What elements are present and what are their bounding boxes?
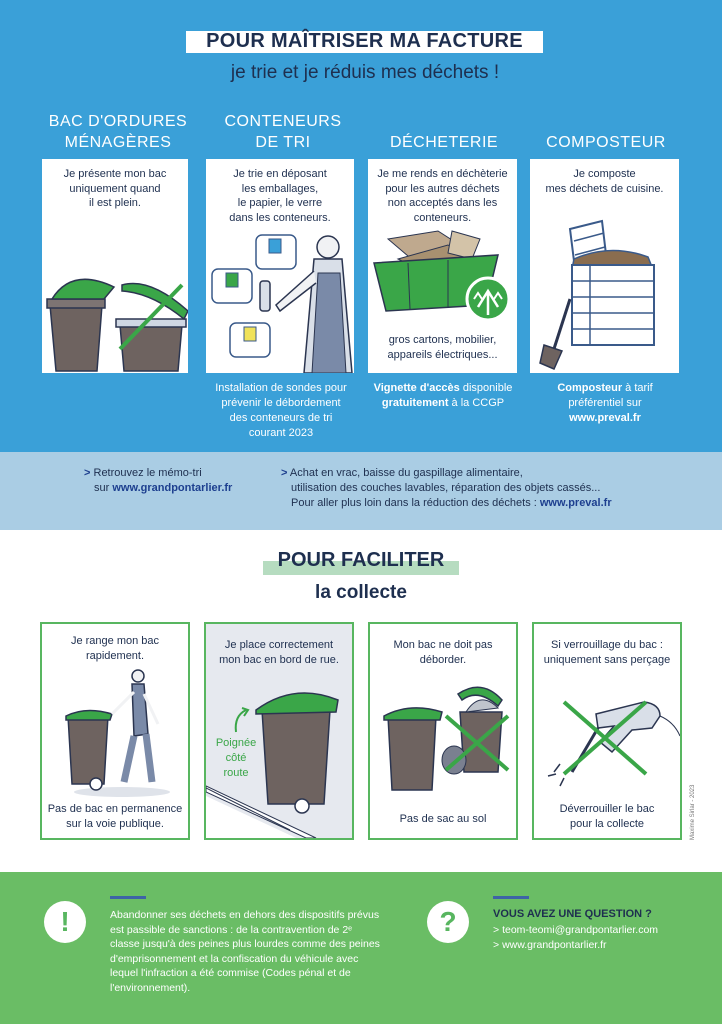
text-line: conteneurs. bbox=[413, 211, 472, 224]
text-line: sur la voie publique. bbox=[66, 818, 164, 830]
column-title-composteur: COMPOSTEUR bbox=[546, 134, 666, 151]
text-line: Abandonner ses déchets en dehors des dispositifs prévus bbox=[110, 909, 380, 921]
section2-title: POUR FACILITER bbox=[277, 549, 445, 571]
text-fragment: Retrouvez le mémo-tri bbox=[93, 467, 202, 479]
chevron-right-icon: > bbox=[493, 924, 500, 936]
text-fragment: Achat en vrac, baisse du gaspillage alimentaire, bbox=[289, 467, 523, 479]
text-line: Installation de sondes pour bbox=[215, 382, 347, 394]
text-line: non acceptés dans les bbox=[387, 197, 498, 209]
gratuit-label: gratuitement bbox=[381, 397, 449, 409]
text-line: appareils électriques... bbox=[387, 348, 498, 361]
website-link[interactable]: www.grandpontarlier.fr bbox=[502, 939, 607, 951]
text-fragment: sur bbox=[94, 482, 113, 494]
illustration-credit: Maxime Sirlar - 2023 bbox=[690, 784, 696, 840]
text-line: Je range mon bac bbox=[70, 635, 160, 647]
text-line: route bbox=[223, 767, 249, 779]
text-line: mon bac en bord de rue. bbox=[219, 654, 339, 666]
column-title-ordures bbox=[38, 111, 198, 153]
composteur-label: Composteur bbox=[557, 382, 623, 394]
box-ne-pas-deborder bbox=[368, 622, 518, 840]
chevron-right-icon: > bbox=[84, 467, 91, 479]
contact-website bbox=[493, 939, 607, 951]
text-line: Déverrouiller le bac bbox=[559, 803, 655, 815]
sorting-containers-illustration bbox=[206, 159, 354, 373]
card-conteneurs bbox=[206, 159, 354, 373]
text-line: lequel l'infraction a été commise (Codes pénal et de bbox=[110, 967, 351, 979]
text-line bbox=[362, 396, 524, 411]
page-title: POUR MAÎTRISER MA FACTURE bbox=[206, 30, 523, 52]
box-bottom-text bbox=[374, 812, 512, 827]
column-title-line: BAC D'ORDURES bbox=[48, 113, 188, 130]
text-line: des conteneurs de tri bbox=[229, 412, 333, 424]
card-decheterie bbox=[368, 159, 517, 373]
divider bbox=[110, 896, 146, 899]
text-fragment: disponible bbox=[459, 382, 513, 394]
box-ranger-bac bbox=[40, 622, 190, 840]
warning-text bbox=[110, 908, 395, 995]
box-bord-de-rue bbox=[204, 622, 354, 840]
text-line: Je trie en déposant bbox=[233, 168, 327, 180]
text-line bbox=[524, 381, 686, 396]
chevron-right-icon: > bbox=[493, 939, 500, 951]
text-line: courant 2023 bbox=[248, 427, 314, 439]
decheterie-note bbox=[362, 381, 524, 411]
exclamation-icon: ! bbox=[44, 901, 86, 943]
composter-illustration bbox=[530, 159, 679, 373]
text-line: Je place correctement bbox=[224, 639, 334, 651]
text-line: d'emprisonnement et la confiscation du véhicule avec bbox=[110, 952, 359, 965]
text-line: est passible de sanctions : de la contravention de 2ᵉ bbox=[110, 923, 353, 936]
text-fragment: à tarif bbox=[622, 382, 653, 394]
text-line bbox=[362, 381, 524, 396]
text-line: le papier, le verre bbox=[237, 197, 323, 209]
text-line: Je composte bbox=[573, 168, 636, 180]
text-line bbox=[524, 411, 686, 426]
text-line: les emballages, bbox=[241, 182, 319, 195]
card-ordures bbox=[42, 159, 188, 373]
column-title-decheterie: DÉCHETERIE bbox=[389, 134, 499, 151]
divider bbox=[493, 896, 529, 899]
card-bottom-text bbox=[374, 333, 511, 362]
text-line: l'environnement). bbox=[110, 981, 191, 994]
box-sans-percage bbox=[532, 622, 682, 840]
text-line: côté bbox=[225, 752, 247, 764]
text-line: préférentiel sur bbox=[568, 397, 642, 409]
section2-subtitle: la collecte bbox=[315, 582, 407, 603]
text-line: déborder. bbox=[419, 654, 467, 666]
column-title-conteneurs bbox=[205, 111, 361, 153]
chevron-right-icon: > bbox=[281, 467, 288, 479]
box-bottom-text bbox=[46, 802, 184, 832]
text-line: pour les autres déchets bbox=[385, 182, 500, 195]
text-line: Pas de sac au sol bbox=[399, 813, 487, 825]
box-bottom-text bbox=[538, 802, 676, 832]
conteneurs-note bbox=[200, 381, 362, 441]
column-title-line: DE TRI bbox=[255, 134, 311, 151]
text-line: Je présente mon bac bbox=[63, 168, 167, 180]
text-line: rapidement. bbox=[85, 650, 145, 662]
text-line: uniquement quand bbox=[69, 182, 161, 195]
text-line: Je me rends en déchèterie bbox=[377, 168, 508, 180]
text-line: dans les conteneurs. bbox=[229, 211, 331, 224]
text-line: uniquement sans perçage bbox=[543, 654, 671, 666]
text-line: Mon bac ne doit pas bbox=[393, 639, 493, 651]
text-fragment: à la CCGP bbox=[448, 397, 505, 409]
grandpontarlier-link[interactable]: www.grandpontarlier.fr bbox=[112, 482, 233, 494]
text-line bbox=[281, 466, 612, 481]
handle-label bbox=[208, 736, 264, 781]
text-line: pour la collecte bbox=[570, 818, 644, 830]
vignette-label: Vignette d'accès bbox=[373, 382, 460, 394]
text-line bbox=[84, 466, 232, 481]
text-line: classe jusqu'à des peines plus lourdes comme des peines bbox=[110, 938, 380, 950]
text-fragment: Pour aller plus loin dans la réduction des déchets : bbox=[291, 497, 540, 509]
question-title: VOUS AVEZ UNE QUESTION ? bbox=[493, 908, 652, 920]
two-bins-illustration bbox=[42, 159, 188, 373]
bin-at-curb-illustration bbox=[206, 624, 352, 838]
text-line: Pas de bac en permanence bbox=[47, 803, 183, 815]
text-line: gros cartons, mobilier, bbox=[388, 334, 497, 346]
text-line: Poignée bbox=[215, 737, 257, 749]
page-subtitle: je trie et je réduis mes déchets ! bbox=[230, 62, 500, 83]
column-title-line: CONTENEURS bbox=[224, 113, 342, 130]
preval-link[interactable]: www.preval.fr bbox=[569, 412, 641, 424]
text-line: prévenir le débordement bbox=[221, 397, 341, 409]
text-line bbox=[281, 496, 612, 511]
email-link[interactable]: teom-teomi@grandpontarlier.com bbox=[502, 924, 659, 936]
composteur-note bbox=[524, 381, 686, 426]
text-line: il est plein. bbox=[89, 197, 141, 209]
memo-tri-info bbox=[84, 466, 232, 496]
contact-email bbox=[493, 924, 658, 936]
column-title-line: MÉNAGÈRES bbox=[64, 134, 172, 151]
card-composteur bbox=[530, 159, 679, 373]
question-mark-icon: ? bbox=[427, 901, 469, 943]
reduction-info bbox=[281, 466, 612, 511]
text-line: utilisation des couches lavables, réparation des objets cassés... bbox=[291, 482, 601, 494]
preval-link[interactable]: www.preval.fr bbox=[539, 497, 612, 509]
text-line: Si verrouillage du bac : bbox=[551, 639, 663, 651]
text-line bbox=[84, 481, 232, 496]
overflowing-bin-illustration bbox=[370, 624, 516, 838]
text-line: mes déchets de cuisine. bbox=[545, 182, 664, 195]
